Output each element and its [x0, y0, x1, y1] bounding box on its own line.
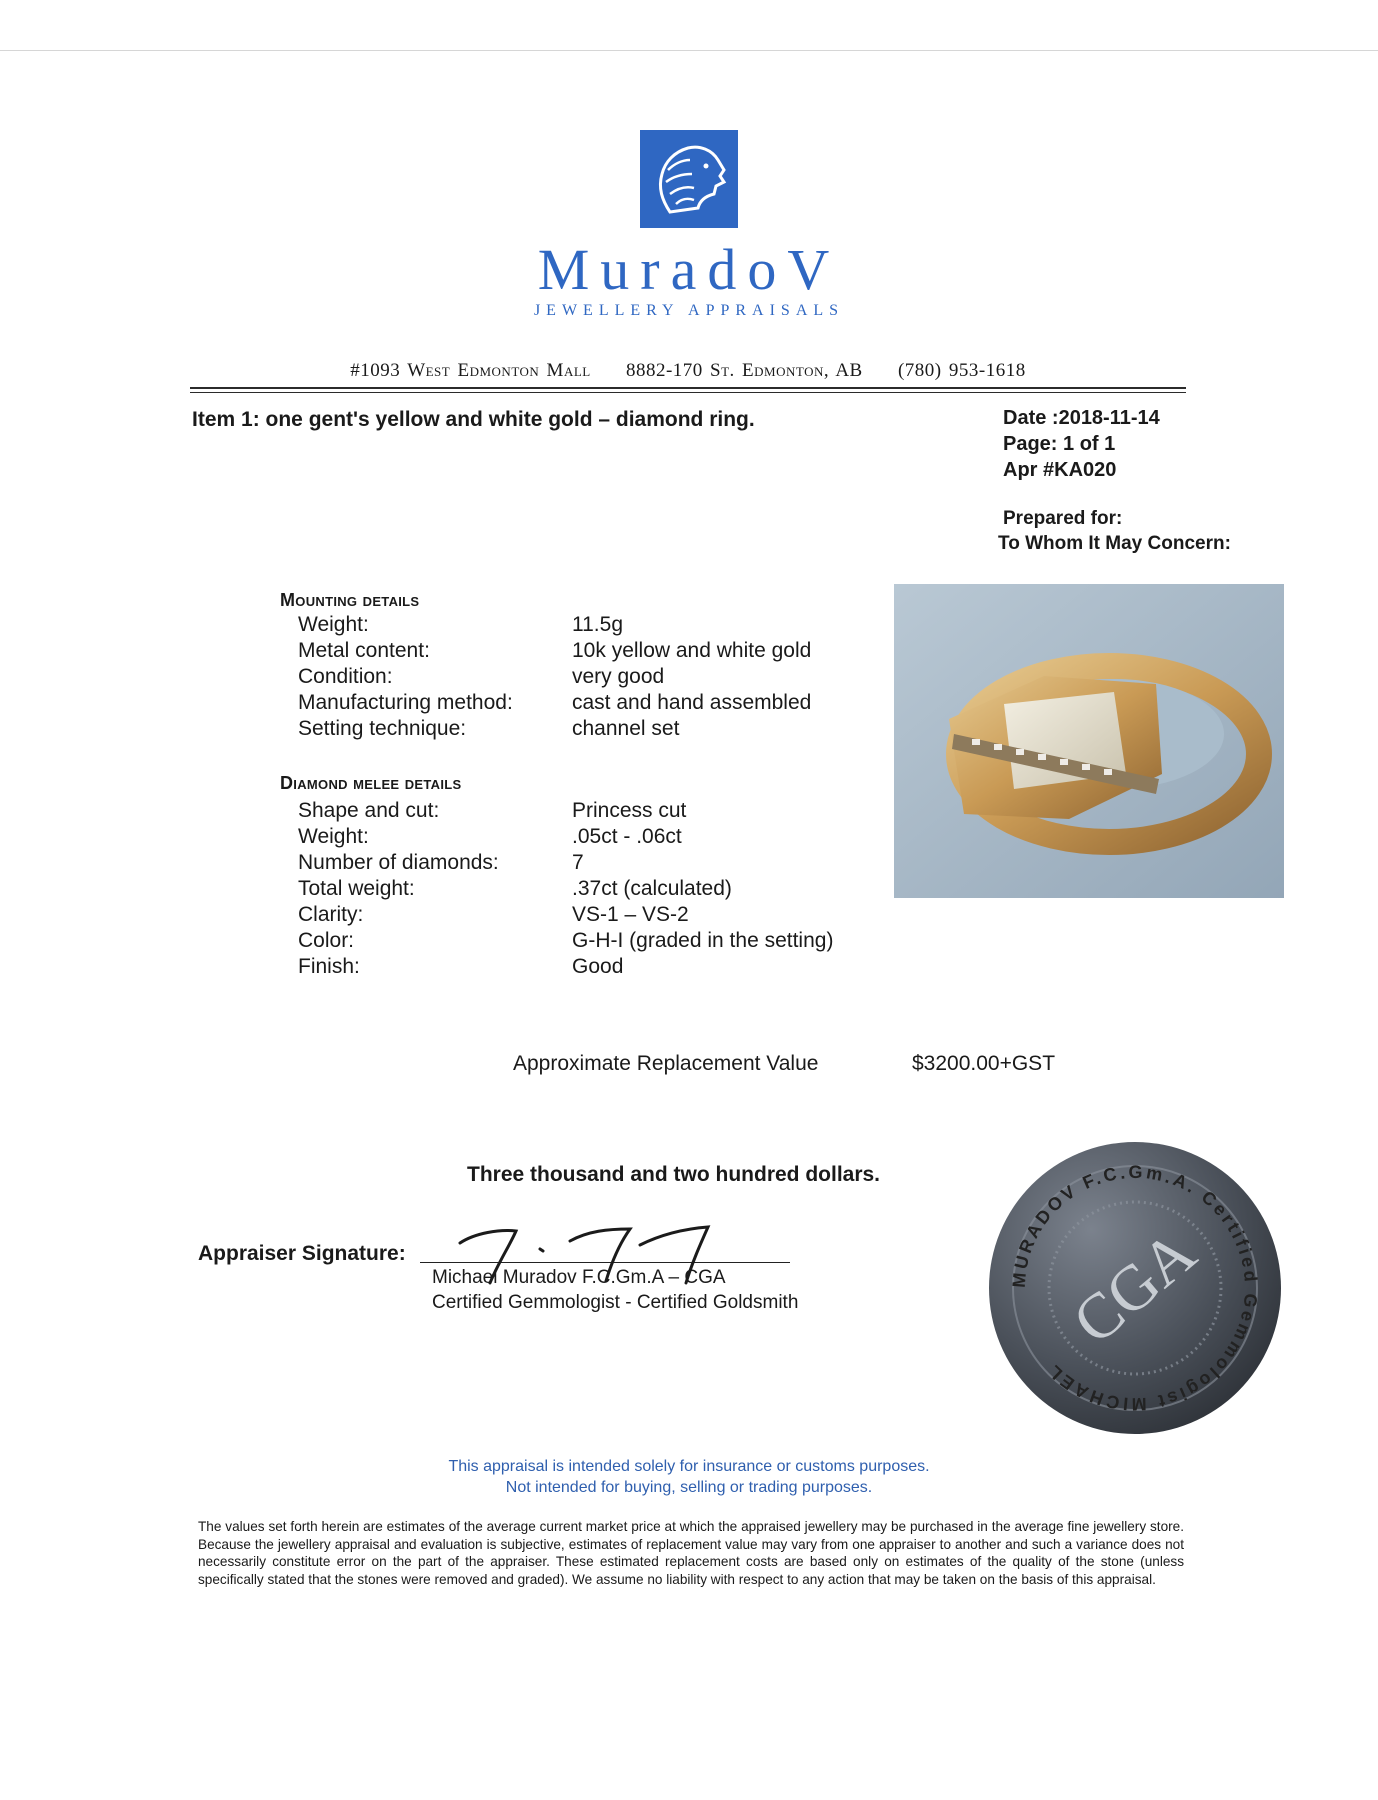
detail-label: Number of diamonds:	[298, 851, 499, 874]
detail-row	[0, 902, 880, 928]
detail-row	[0, 928, 880, 954]
detail-value: G-H-I (graded in the setting)	[572, 929, 834, 952]
prepared-for	[998, 506, 1231, 556]
address-line	[190, 360, 1186, 382]
detail-row	[0, 798, 880, 824]
diamond-heading: Diamond melee details	[280, 773, 462, 793]
detail-row	[0, 664, 880, 690]
ring-photo	[894, 584, 1284, 898]
address-street: #1093 West Edmonton Mall	[350, 360, 591, 381]
detail-value: Good	[572, 955, 624, 978]
detail-value: .05ct - .06ct	[572, 825, 682, 848]
detail-row	[0, 690, 880, 716]
signature-label: Appraiser Signature:	[198, 1242, 406, 1265]
appraiser-title: Certified Gemmologist - Certified Goldsmith	[432, 1292, 799, 1313]
insurance-notice	[0, 1456, 1378, 1498]
diamond-details-list	[0, 798, 880, 988]
detail-label: Weight:	[298, 825, 369, 848]
detail-label: Metal content:	[298, 639, 430, 662]
detail-label: Total weight:	[298, 877, 415, 900]
detail-value: VS-1 – VS-2	[572, 903, 689, 926]
appraiser-block	[432, 1265, 798, 1315]
prepared-for-recipient: To Whom It May Concern:	[998, 533, 1231, 554]
value-in-words: Three thousand and two hundred dollars.	[467, 1163, 881, 1186]
appraiser-name: Michael Muradov F.C.Gm.A – CGA	[432, 1267, 726, 1288]
detail-label: Condition:	[298, 665, 393, 688]
detail-row	[0, 876, 880, 902]
date: Date :2018-11-14	[1003, 407, 1160, 429]
detail-value: cast and hand assembled	[572, 691, 812, 714]
company-tagline: JEWELLERY APPRAISALS	[533, 302, 845, 319]
svg-text:CGA: CGA	[1059, 1216, 1209, 1358]
detail-value: 10k yellow and white gold	[572, 639, 812, 662]
replacement-value: $3200.00+GST	[912, 1052, 1056, 1075]
detail-value: very good	[572, 665, 665, 688]
replacement-value-label: Approximate Replacement Value	[513, 1052, 819, 1075]
detail-row	[0, 824, 880, 850]
lion-head-icon	[640, 130, 738, 228]
document-meta	[1003, 405, 1160, 483]
detail-value: Princess cut	[572, 799, 687, 822]
header-rule	[190, 387, 1186, 389]
appraisal-number: Apr #KA020	[1003, 459, 1117, 481]
item-title: Item 1: one gent's yellow and white gold – diamond ring.	[192, 408, 755, 431]
detail-row	[0, 612, 880, 638]
company-name: MuradoV	[537, 237, 841, 302]
detail-label: Color:	[298, 929, 355, 952]
address-phone: (780) 953-1618	[897, 360, 1026, 381]
detail-row	[0, 638, 880, 664]
disclaimer-text: The values set forth herein are estimates of the average current market price at which the appraised jewellery may be purchased in the average fine jewellery store. Because the jewellery appraisal and evaluation is subjective, estimates of replacement value may vary from one appraiser to another and such a variance does not necessarily constitute error on the part of the appraiser. These estimated replacement costs are based only on estimates of the quality of the stone (unless specifically stated that the stones were removed and graded). We assume no liability with respect to any action that may be taken on the basis of this appraisal.	[198, 1519, 1184, 1587]
detail-row	[0, 954, 880, 980]
page-top-edge	[0, 50, 1378, 51]
detail-value: 11.5g	[572, 613, 623, 636]
detail-label: Clarity:	[298, 903, 364, 926]
detail-label: Setting technique:	[298, 717, 467, 740]
mounting-heading: Mounting details	[280, 590, 420, 610]
detail-value: 7	[572, 851, 584, 874]
address-city: 8882-170 St. Edmonton, AB	[625, 360, 863, 381]
mounting-details-list	[0, 612, 880, 752]
detail-label: Manufacturing method:	[298, 691, 513, 714]
detail-value: .37ct (calculated)	[572, 877, 732, 900]
page-number: Page: 1 of 1	[1003, 433, 1116, 455]
header-rule-thin	[190, 392, 1186, 393]
detail-label: Shape and cut:	[298, 799, 440, 822]
detail-label: Weight:	[298, 613, 369, 636]
detail-row	[0, 716, 880, 742]
notice-line-1: This appraisal is intended solely for insurance or customs purposes.	[448, 1458, 930, 1475]
prepared-for-label: Prepared for:	[1003, 508, 1123, 529]
embossed-seal	[985, 1138, 1285, 1438]
notice-line-2: Not intended for buying, selling or trading purposes.	[505, 1479, 873, 1496]
detail-label: Finish:	[298, 955, 360, 978]
detail-row	[0, 850, 880, 876]
detail-value: channel set	[572, 717, 680, 740]
svg-text:MURADOV F.C.Gm.A. Certified Ge: MURADOV F.C.Gm.A. Certified Gemmologist MICHAEL	[1008, 1161, 1262, 1415]
